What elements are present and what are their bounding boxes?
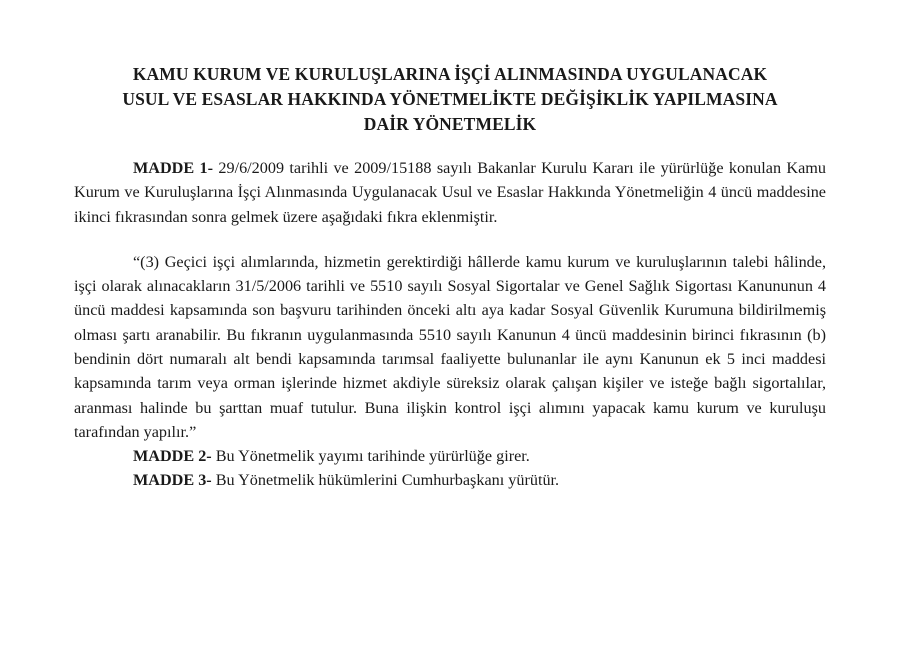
title-line-2: USUL VE ESASLAR HAKKINDA YÖNETMELİKTE DEĞİŞİKLİK YAPILMASINA [122,89,778,109]
article-1-text: 29/6/2009 tarihli ve 2009/15188 sayılı Bakanlar Kurulu Kararı ile yürürlüğe konulan Kamu Kurum ve Kuruluşlarına İşçi Alınmasında Uygulanacak Usul ve Esaslar Hakkında Yönetmeliğin 4 üncü maddesine ikinci fıkrasından sonra gelmek üzere aşağıdaki fıkra eklenmiştir. [74,159,826,226]
title-line-1: KAMU KURUM VE KURULUŞLARINA İŞÇİ ALINMASINDA UYGULANACAK [132,64,768,84]
article-3 [74,468,826,492]
document-page [74,62,826,492]
article-3-text: Bu Yönetmelik hükümlerini Cumhurbaşkanı yürütür. [211,471,560,490]
document-title [74,62,826,137]
title-line-3: DAİR YÖNETMELİK [363,114,537,134]
article-3-label: MADDE 3- [133,471,212,490]
article-2 [74,444,826,468]
article-1-label: MADDE 1- [133,159,214,177]
added-paragraph-quote: “(3) Geçici işçi alımlarında, hizmetin gerektirdiği hâllerde kamu kurum ve kuruluşlarının talebi hâlinde, işçi olarak alınacakların 31/5/2006 tarihli ve 5510 sayılı Sosyal Sigortalar ve Genel Sağlık Sigortası Kanununun 4 üncü maddesi kapsamında son başvuru tarihinden önceki altı aya kadar Sosyal Güvenlik Kurumuna bildirilmemiş olması şartı aranabilir. Bu fıkranın uygulanmasında 5510 sayılı Kanunun 4 üncü maddesinin birinci fıkrasının (b) bendinin dört numaralı alt bendi kapsamında tarımsal faaliyette bulunanlar ile aynı Kanunun ek 5 inci maddesi kapsamında tarım veya orman işlerinde hizmet akdiyle süreksiz olarak çalışan kişiler ve isteğe bağlı sigortalılar, aranması halinde bu şarttan muaf tutulur. Buna ilişkin kontrol işçi alımını yapacak kamu kurum ve kuruluşu tarafından yapılır.” [74,252,826,441]
article-2-text: Bu Yönetmelik yayımı tarihinde yürürlüğe girer. [211,447,530,466]
article-1 [74,156,826,229]
article-2-label: MADDE 2- [133,447,212,466]
